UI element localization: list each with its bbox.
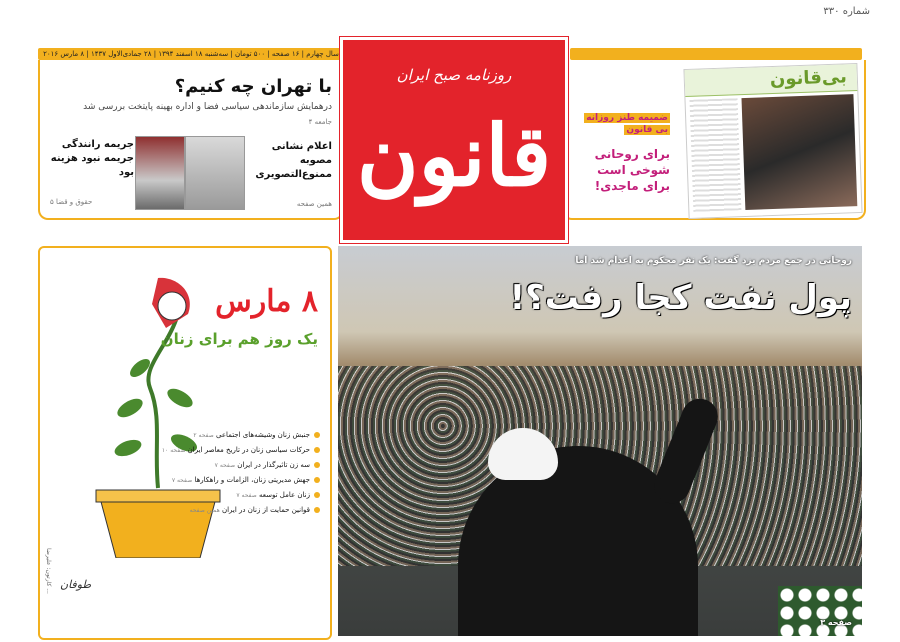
masthead-tagline: روزنامه صبح ایران [396, 66, 512, 84]
list-item[interactable] [140, 503, 320, 518]
list-item-page: صفحه ۱۰ [161, 447, 186, 454]
main-story-photo[interactable] [338, 246, 862, 636]
right-top-box [562, 60, 866, 220]
flower-bouquet [778, 586, 862, 636]
list-item[interactable] [140, 428, 320, 443]
list-item[interactable] [140, 488, 320, 503]
main-story-kicker: روحانی در جمع مردم یزد گفت: یک نفر محکوم به اعدام شد اما [575, 256, 852, 266]
story-ban-headline[interactable]: اعلام نشانی مصوبه ممنوع‌التصویری [255, 141, 332, 180]
masthead[interactable] [340, 37, 568, 243]
womens-day-title[interactable]: ۸ مارس [215, 284, 318, 319]
list-item-text: زنان عامل توسعه [259, 491, 310, 499]
story-fine-page-ref: حقوق و قضا ۵ [50, 198, 93, 206]
list-item-text: جنبش زنان وشیشه‌های اجتماعی [216, 431, 310, 439]
womens-day-panel [38, 246, 332, 640]
tehran-subline: درهمایش سازماندهی سیاسی فضا و اداره بهینه پایتخت بررسی شد [83, 102, 332, 112]
main-story-headline[interactable]: پول نفت کجا رفت؟! [509, 278, 852, 318]
cartoonist-signature: طوفان [60, 578, 92, 591]
supplement-label [584, 112, 670, 136]
supplement-name: بی‌قانون [769, 66, 848, 91]
list-item[interactable] [140, 473, 320, 488]
womens-day-list [140, 428, 320, 518]
list-item-page: صفحه ۷ [236, 492, 257, 499]
list-item-text: جهش مدیریتی زنان، الزامات و راهکارها [194, 476, 310, 484]
list-item-page: همین صفحه [189, 507, 220, 514]
story-fine-headline[interactable]: جریمه‌ رانندگی جریمه نبود هزینه بود [50, 139, 134, 178]
list-item[interactable] [140, 458, 320, 473]
supplement-label-line2: بی قانون [626, 125, 668, 135]
list-item-text: حرکات سیاسی زنان در تاریخ معاصر ایران [187, 446, 310, 454]
tehran-page-ref: جامعه ۴ [308, 118, 332, 126]
story-ban-page-ref: همین صفحه [296, 200, 332, 208]
supplement-thumbnail[interactable] [683, 63, 862, 219]
date-bar-right [570, 48, 862, 60]
tehran-headline[interactable]: با تهران چه کنیم؟ [174, 76, 332, 97]
judge-portrait-photo [185, 136, 245, 210]
list-item[interactable] [140, 443, 320, 458]
supplement-masthead [684, 64, 857, 97]
main-story-page-ref: صفحه ۳ [820, 618, 852, 627]
list-item-page: صفحه ۷ [171, 477, 193, 484]
womens-day-subtitle: یک روز هم برای زنان [160, 330, 318, 348]
left-top-box [38, 60, 344, 220]
supplement-story[interactable]: برای روحانی شوخی است برای ماجدی! [594, 147, 670, 193]
list-item-text: سه زن تاثیرگذار در ایران [237, 461, 310, 469]
man-portrait-photo [135, 136, 185, 210]
supplement-label-line1: ضمیمه طنز روزانه [586, 113, 668, 123]
supplement-photo [741, 94, 857, 210]
masthead-title: قانون [356, 106, 552, 205]
list-item-page: صفحه ۷ [214, 462, 236, 469]
list-item-page: صفحه ۲ [193, 432, 214, 439]
issue-number: شماره ۳۳۰ [823, 6, 870, 17]
supplement-text-column [690, 98, 742, 212]
list-item-text: قوانین حمایت از زنان در ایران [221, 506, 310, 514]
cartoon-credit: کارتون: علیرضا ... [45, 548, 52, 594]
date-bar: سال چهارم | ۱۶ صفحه | ۵۰۰ تومان | سه‌شنبه ۱۸ اسفند ۱۳۹۴ | ۲۸ جمادی‌الاول ۱۴۳۷ | ۸ مارس ۲۰۱۶ [38, 48, 344, 60]
